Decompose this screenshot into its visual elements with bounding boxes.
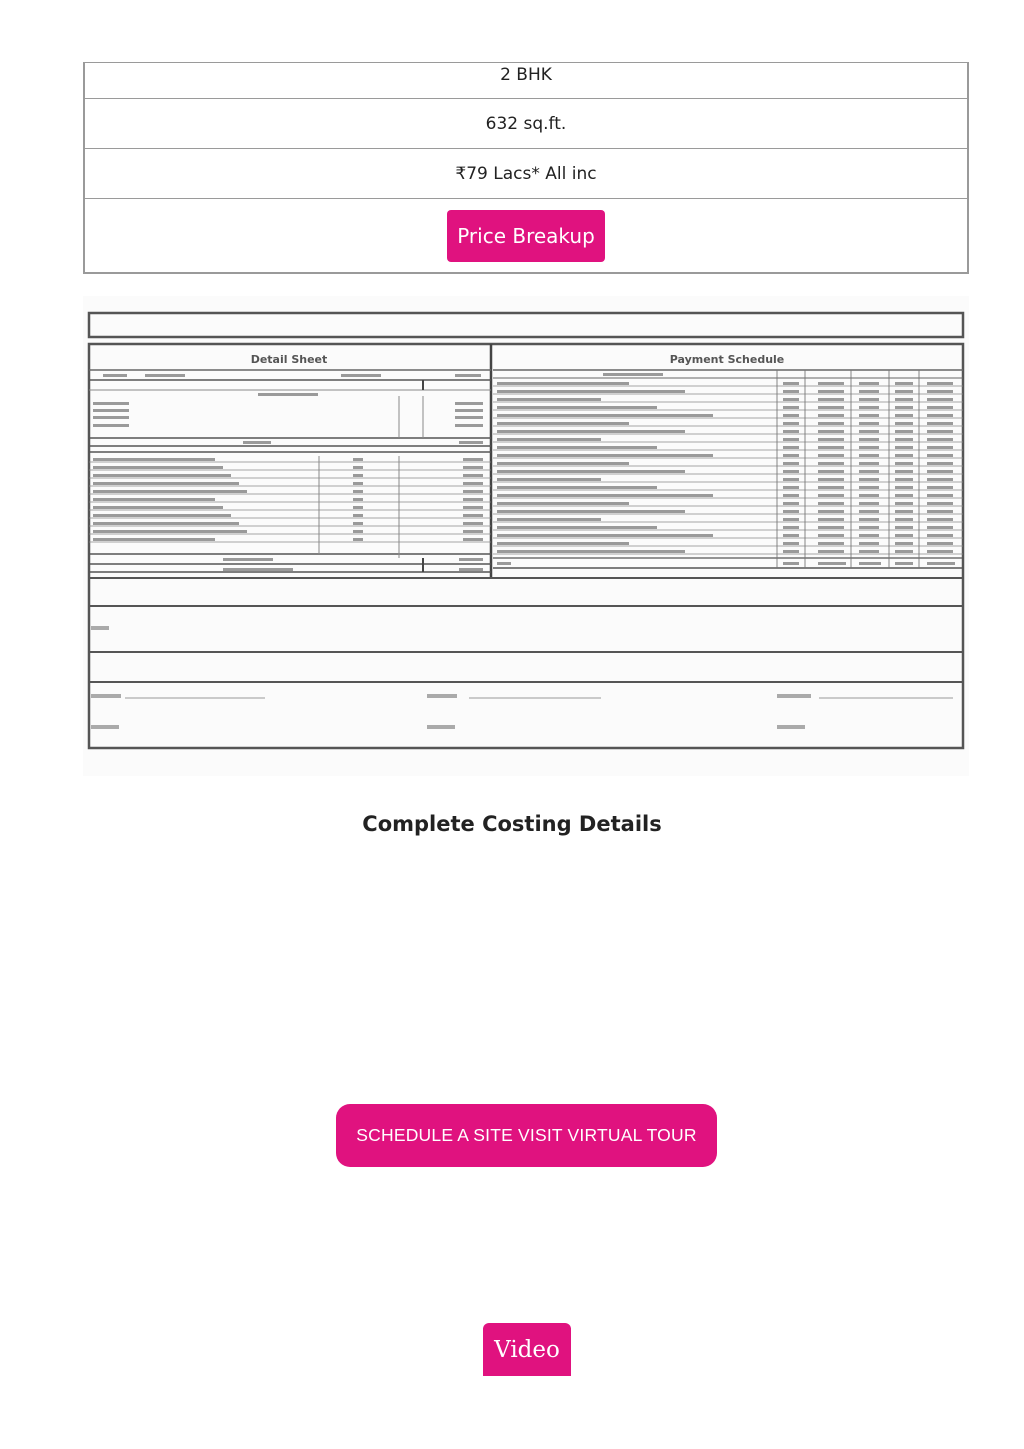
- price-row: [85, 149, 967, 199]
- bhk-row: [85, 63, 967, 99]
- price-breakup-row: [85, 199, 967, 272]
- area-value: 632 sq.ft.: [485, 113, 567, 134]
- detail-sheet-heading: Detail Sheet: [250, 353, 328, 366]
- price-breakup-button[interactable]: Price Breakup: [447, 210, 605, 262]
- area-row: [85, 99, 967, 149]
- costing-sheet-drawing: [83, 296, 969, 776]
- payment-schedule-heading: Payment Schedule: [669, 353, 785, 366]
- price-value: ₹79 Lacs* All inc: [455, 163, 597, 184]
- costing-details-caption: Complete Costing Details: [362, 812, 662, 836]
- configuration-table: [83, 62, 969, 274]
- costing-sheet-image[interactable]: [83, 296, 969, 776]
- schedule-site-visit-button[interactable]: SCHEDULE A SITE VISIT VIRTUAL TOUR: [336, 1104, 717, 1167]
- bhk-value: 2 BHK: [500, 65, 552, 85]
- video-tab[interactable]: Video: [483, 1323, 571, 1376]
